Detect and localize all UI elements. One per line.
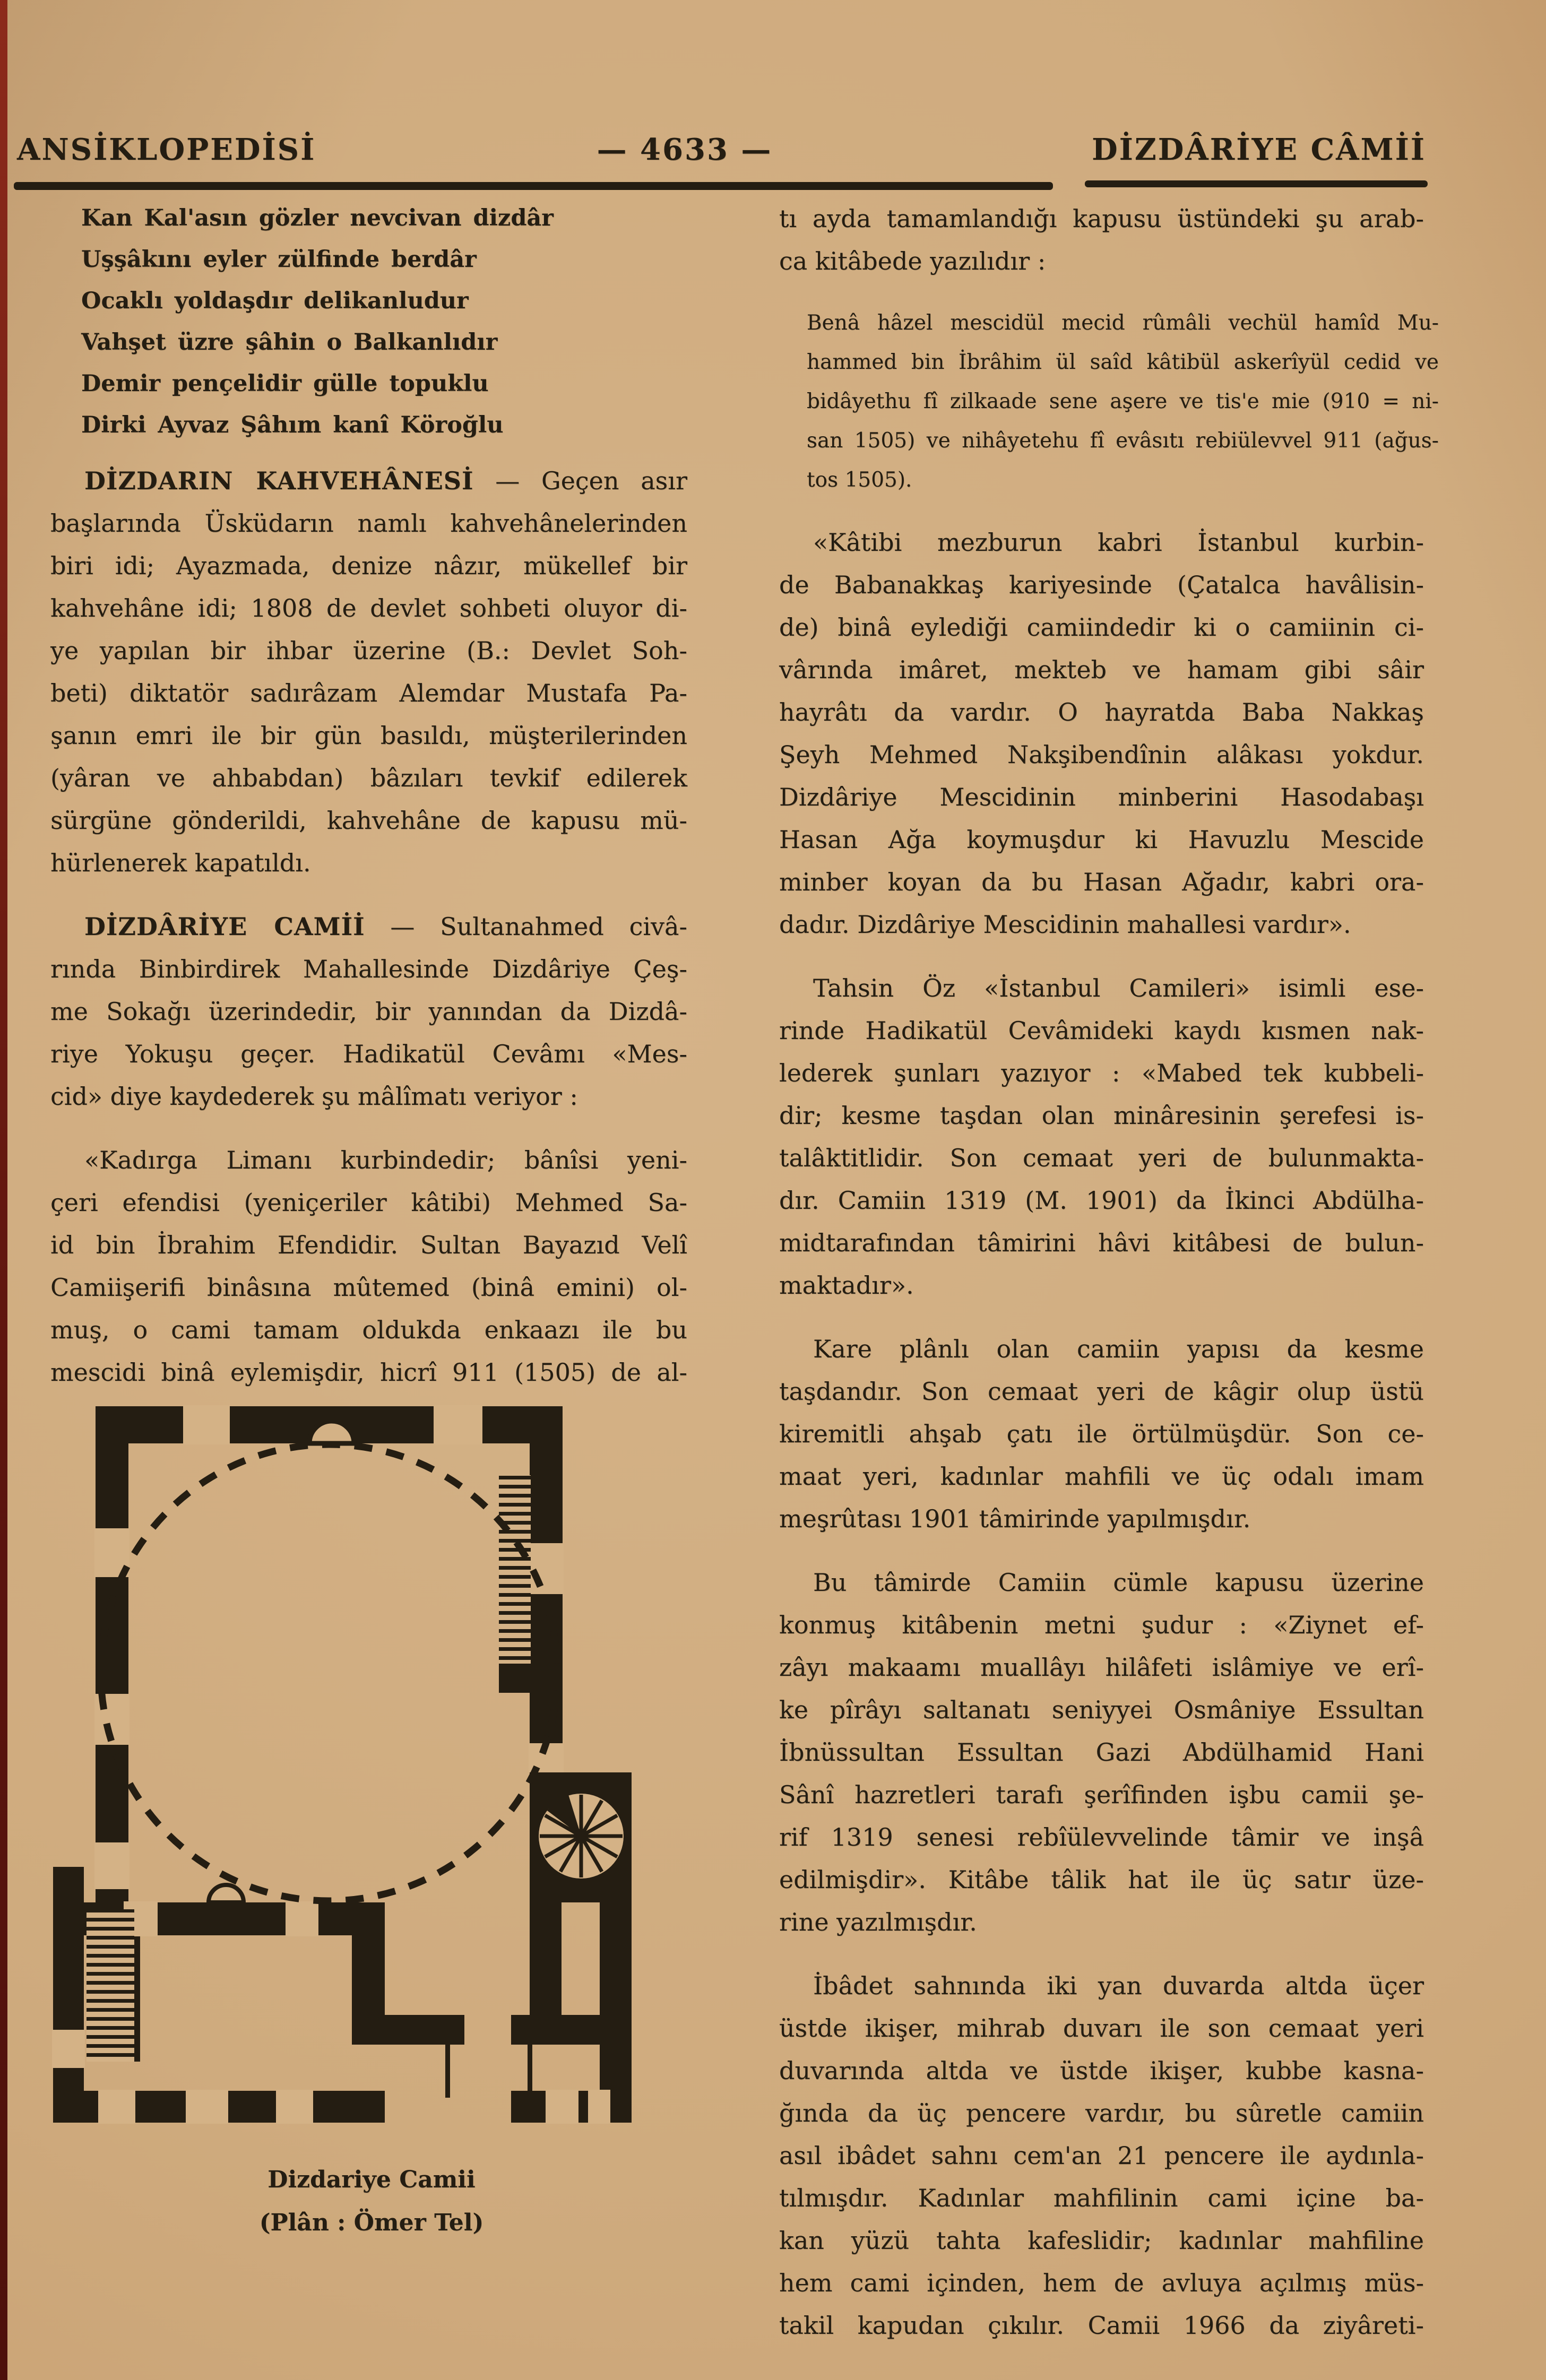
- text-line: rine yazılmışdır.: [779, 1908, 977, 1936]
- text-line: hammed bin İbrâhim ül saîd kâtibül askerîyül cedid ve: [807, 350, 1439, 374]
- text-line: tos 1505).: [807, 468, 912, 492]
- text-line: İbâdet sahnında iki yan duvarda altda üçer: [813, 1971, 1424, 2000]
- floor-plan-figure: [50, 1401, 693, 2236]
- text-line: taşdandır. Son cemaat yeri de kâgir olup üstü: [779, 1377, 1424, 1406]
- text-line: hayrâtı da vardır. O hayratda Baba Nakkaş: [779, 698, 1424, 726]
- poem-line: Dirki Ayvaz Şâhım kanî Köroğlu: [81, 412, 504, 438]
- paragraph-dizdariye-camii: [50, 905, 687, 1118]
- text-line: konmuş kitâbenin metni şudur : «Ziynet ef-: [779, 1611, 1424, 1639]
- paragraph-kare-planli: [779, 1328, 1424, 1540]
- text-line: ğında da üç pencere vardır, bu sûretle camiin: [779, 2099, 1424, 2127]
- text-line: vârında imâret, mekteb ve hamam gibi sâir: [779, 655, 1424, 684]
- header-rule-right: [1085, 180, 1428, 187]
- text-line: zâyı makaamı muallâyı hilâfeti islâmiye ve erî-: [779, 1653, 1424, 1682]
- text-line: «Kâtibi mezburun kabri İstanbul kurbin-: [813, 528, 1424, 557]
- text-line: talâktitlidir. Son cemaat yeri de bulunmakta-: [779, 1144, 1424, 1172]
- header-rule-left: [14, 182, 1053, 190]
- gallery-staircase-hatch: [499, 1475, 531, 1664]
- text-line: şanın emri ile bir gün basıldı, müşterilerinden: [50, 721, 687, 750]
- text-line: tılmışdır. Kadınlar mahfilinin cami içine ba-: [779, 2184, 1424, 2212]
- entrance-niche: [209, 1885, 244, 1902]
- text-line: sürgüne gönderildi, kahvehâne de kapusu mü-: [50, 806, 687, 835]
- text-line: maktadır».: [779, 1271, 914, 1300]
- text-line: Bu tâmirde Camiin cümle kapusu üzerine: [813, 1568, 1424, 1597]
- text-line: muş, o cami tamam oldukda enkaazı ile bu: [50, 1316, 687, 1344]
- text-line: ke pîrâyı saltanatı seniyyei Osmâniye Essultan: [779, 1695, 1424, 1724]
- text-line: bidâyethu fî zilkaade sene aşere ve tis'e mie (910 = ni-: [807, 390, 1439, 413]
- text-line: san 1505) ve nihâyetehu fî evâsıtı rebiülevvel 911 (ağus-: [807, 429, 1439, 453]
- text-line: edilmişdir». Kitâbe tâlik hat ile üç satır üze-: [779, 1865, 1424, 1894]
- text-line: ye yapılan bir ihbar üzerine (B.: Devlet Soh-: [50, 636, 687, 665]
- paragraph-continuation: [779, 197, 1424, 282]
- text-line: Sânî hazretleri tarafı şerîfinden işbu camii şe-: [779, 1780, 1424, 1809]
- text-line: Benâ hâzel mescidül mecid rûmâli vechül hamîd Mu-: [807, 311, 1439, 335]
- text-line: minber koyan da bu Hasan Ağadır, kabri ora-: [779, 868, 1424, 896]
- paragraph-bu-tamirde: [779, 1561, 1424, 1943]
- text-line: hem cami içinden, hem de avluya açılmış müs-: [779, 2269, 1424, 2297]
- text-line: çeri efendisi (yeniçeriler kâtibi) Mehmed Sa-: [50, 1188, 687, 1217]
- text-line: dadır. Dizdâriye Mescidinin mahallesi vardır».: [779, 910, 1351, 939]
- paragraph-katibi-mezburun: [779, 521, 1424, 946]
- figure-captions: [50, 2166, 693, 2236]
- text-line: tı ayda tamamlandığı kapusu üstündeki şu arab-: [779, 204, 1424, 233]
- text-line: rında Binbirdirek Mahallesinde Dizdâriye Çeş-: [50, 955, 687, 983]
- text-line: DİZDÂRİYE CAMİİ — Sultanahmed civâ-: [84, 912, 687, 941]
- text-line: Dizdâriye Mescidinin minberini Hasodabaşı: [779, 783, 1424, 811]
- spiral-staircase: [539, 1794, 624, 1879]
- text-line: üstde ikişer, mihrab duvarı ile son cemaat yeri: [779, 2014, 1424, 2043]
- text-line: dır. Camiin 1319 (M. 1901) da İkinci Abdülha-: [779, 1186, 1424, 1215]
- text-line: Şeyh Mehmed Nakşibendînin alâkası yokdur.: [779, 740, 1424, 769]
- text-line: asıl ibâdet sahnı cem'an 21 pencere ile aydınla-: [779, 2141, 1424, 2170]
- inscription-transliteration: [807, 304, 1439, 500]
- poem-line: Uşşâkını eyler zülfinde berdâr: [81, 246, 477, 273]
- paragraph-dizdarin-kahvehanesi: [50, 460, 687, 884]
- text-line: rinde Hadikatül Cevâmideki kaydı kısmen nak-: [779, 1016, 1424, 1045]
- text-line: meşrûtası 1901 tâmirinde yapılmışdır.: [779, 1504, 1251, 1533]
- text-line: kiremitli ahşab çatı ile örtülmüşdür. Son ce-: [779, 1420, 1424, 1448]
- text-line: cid» diye kaydederek şu mâlîmatı veriyor :: [50, 1082, 578, 1111]
- text-line: takil kapudan çıkılır. Camii 1966 da ziyâreti-: [779, 2311, 1424, 2340]
- text-line: lederek şunları yazıyor : «Mabed tek kubbeli-: [779, 1059, 1424, 1087]
- header-left-title: ANSİKLOPEDİSİ: [17, 132, 316, 167]
- narthex-staircase-hatch: [87, 1909, 134, 2062]
- text-line: Kare plânlı olan camiin yapısı da kesme: [813, 1335, 1424, 1363]
- text-line: (yâran ve ahbabdan) bâzıları tevkif edilerek: [50, 764, 687, 792]
- left-column: [50, 197, 687, 1415]
- mihrab-niche: [309, 1421, 354, 1443]
- text-line: rif 1319 senesi rebîülevvelinde tâmir ve inşâ: [779, 1823, 1424, 1851]
- text-line: «Kadırga Limanı kurbindedir; bânîsi yeni-: [84, 1146, 687, 1174]
- text-line: hürlenerek kapatıldı.: [50, 849, 311, 877]
- header-right-title: DİZDÂRİYE CÂMİİ: [1092, 132, 1426, 167]
- right-column-text: [779, 197, 1439, 2347]
- text-line: riye Yokuşu geçer. Hadikatül Cevâmı «Mes-: [50, 1040, 687, 1068]
- text-line: biri idi; Ayazmada, denize nâzır, mükellef bir: [50, 551, 687, 580]
- poem: [50, 197, 687, 446]
- figure-caption: Dizdariye Camii: [267, 2166, 476, 2193]
- text-line: id bin İbrahim Efendidir. Sultan Bayazıd Velî: [50, 1231, 687, 1259]
- text-line: beti) diktatör sadırâzam Alemdar Mustafa Pa-: [50, 679, 687, 707]
- poem-line: Kan Kal'asın gözler nevcivan dizdâr: [81, 205, 554, 231]
- right-column: [779, 197, 1439, 2368]
- page-number: — 4633 —: [597, 132, 773, 167]
- text-line: mescidi binâ eylemişdir, hicrî 911 (1505) de al-: [50, 1358, 687, 1387]
- text-line: Camiişerifi binâsına mûtemed (binâ emini) ol-: [50, 1273, 687, 1302]
- dome-dashed-circle: [101, 1444, 557, 1901]
- poem-line: Demir pençelidir gülle topuklu: [81, 370, 489, 397]
- text-line: Hasan Ağa koymuşdur ki Havuzlu Mescide: [779, 825, 1424, 854]
- text-line: kahvehâne idi; 1808 de devlet sohbeti oluyor di-: [50, 594, 687, 622]
- left-column-text: [50, 460, 687, 1394]
- binding-edge: [0, 0, 7, 2380]
- figure-credit: (Plân : Ömer Tel): [259, 2209, 484, 2236]
- floor-plan-svg: [50, 1401, 693, 2144]
- poem-line: Ocaklı yoldaşdır delikanludur: [81, 288, 469, 314]
- text-line: me Sokağı üzerindedir, bir yanından da Dizdâ-: [50, 997, 687, 1026]
- paragraph-tahsin-oz: [779, 967, 1424, 1306]
- paragraph-ibadet-sahni: [779, 1964, 1424, 2347]
- text-line: maat yeri, kadınlar mahfili ve üç odalı imam: [779, 1462, 1424, 1491]
- text-line: de Babanakkaş kariyesinde (Çatalca havâlisin-: [779, 570, 1424, 599]
- paragraph-kadirga-limani: [50, 1139, 687, 1394]
- text-line: midtarafından tâmirini hâvi kitâbesi de bulun-: [779, 1228, 1424, 1257]
- text-line: DİZDARIN KAHVEHÂNESİ — Geçen asır: [84, 466, 687, 495]
- poem-line: Vahşet üzre şâhin o Balkanlıdır: [81, 329, 498, 356]
- text-line: başlarında Üsküdarın namlı kahvehânelerinden: [50, 509, 687, 538]
- text-line: İbnüssultan Essultan Gazi Abdülhamid Hani: [779, 1738, 1424, 1767]
- text-line: Tahsin Öz «İstanbul Camileri» isimli ese-: [813, 974, 1424, 1002]
- text-line: dir; kesme taşdan olan minâresinin şerefesi is-: [779, 1101, 1424, 1130]
- text-line: duvarında altda ve üstde ikişer, kubbe kasna-: [779, 2056, 1424, 2085]
- text-line: kan yüzü tahta kafeslidir; kadınlar mahfiline: [779, 2226, 1424, 2255]
- text-line: de) binâ eylediği camiindedir ki o camiinin ci-: [779, 613, 1424, 642]
- text-line: ca kitâbede yazılıdır :: [779, 247, 1046, 275]
